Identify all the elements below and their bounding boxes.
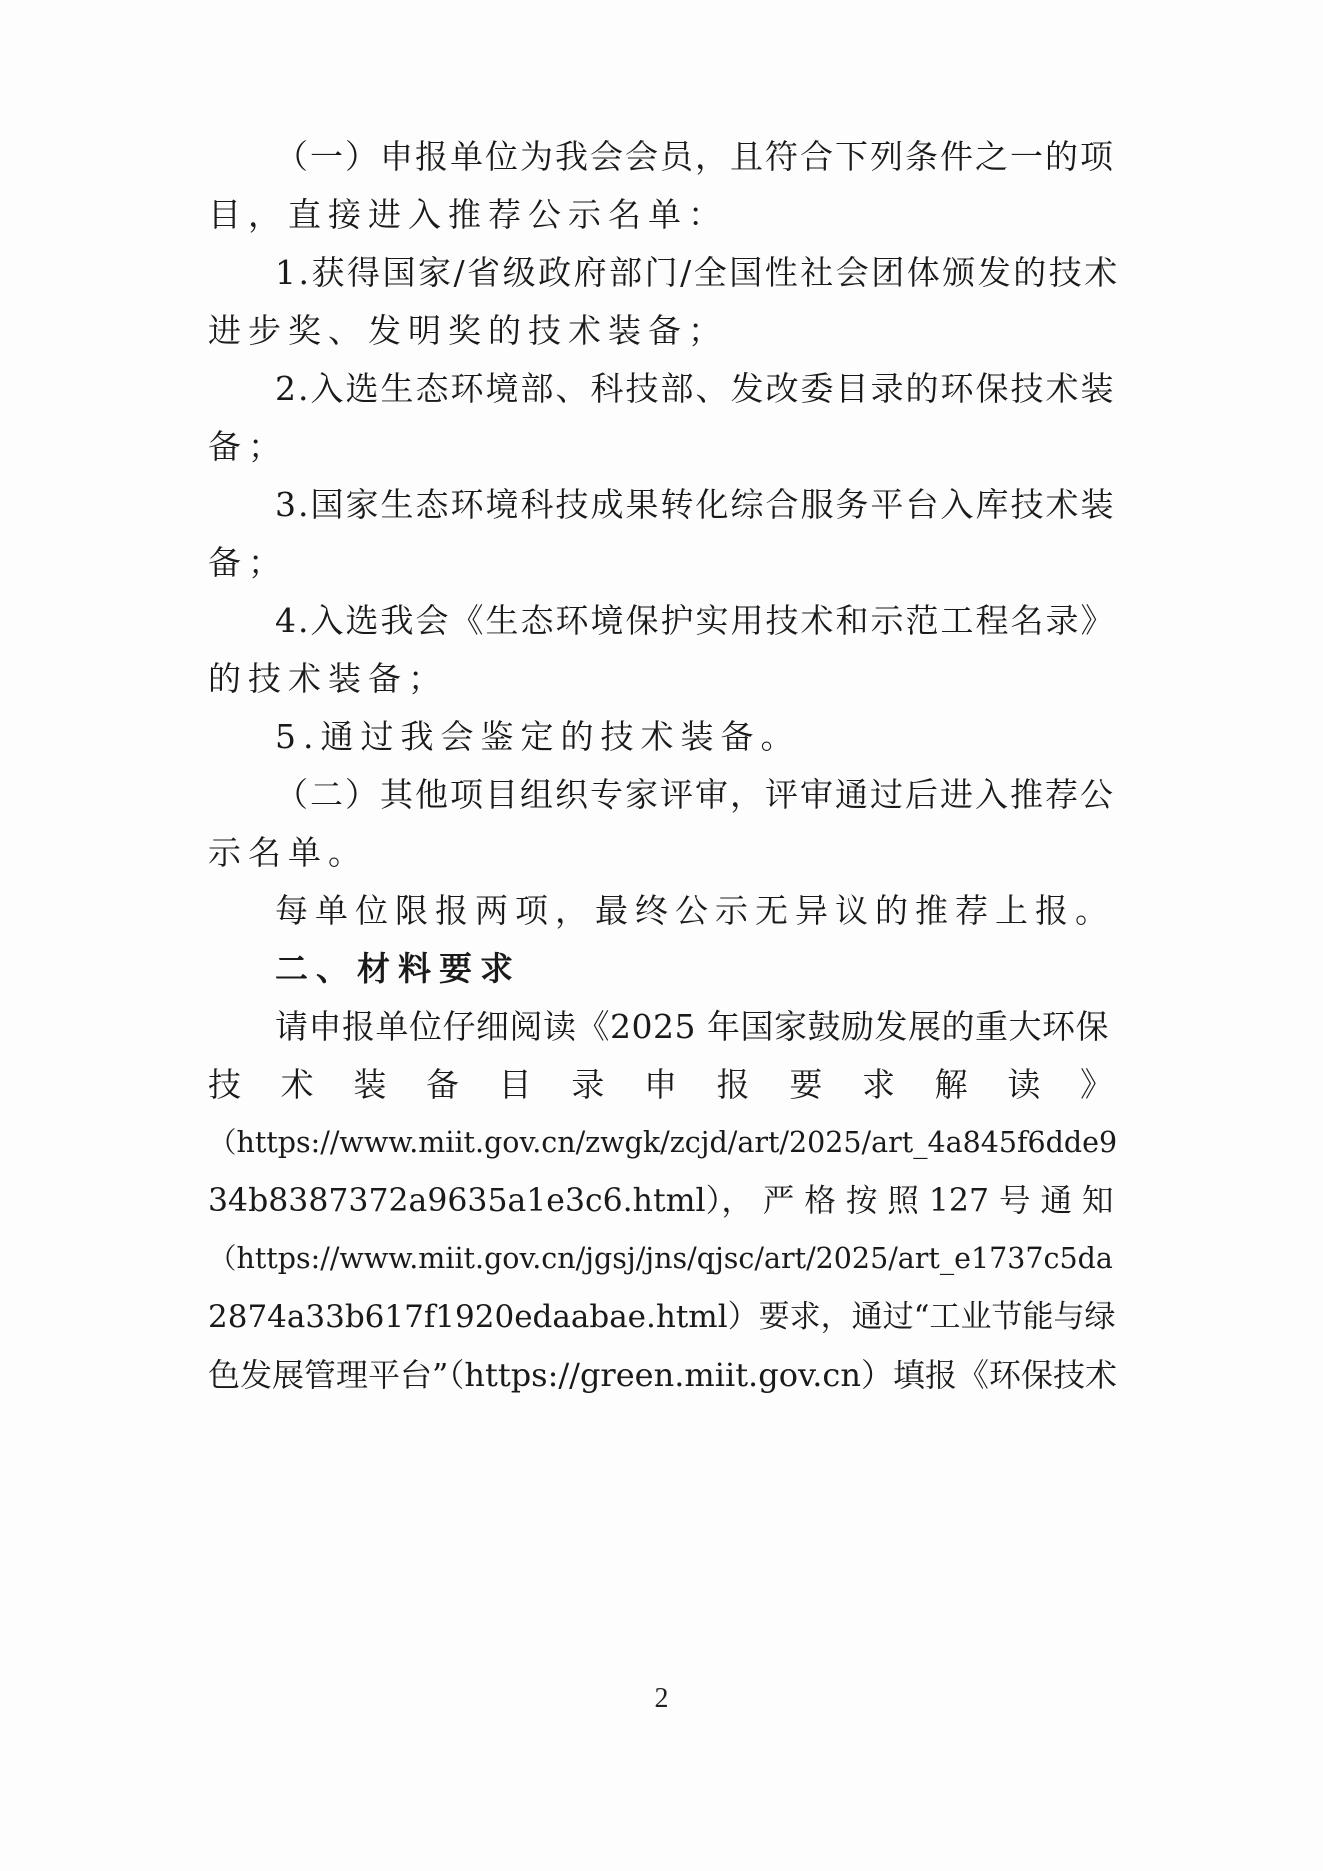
paragraph-line: 进步奖、发明奖的技术装备； [208, 311, 728, 350]
paragraph-line: 示名单。 [208, 833, 368, 872]
list-item-5: 5.通过我会鉴定的技术装备。 [275, 717, 801, 756]
paragraph-line: （二）其他项目组织专家评审，评审通过后进入推荐公 [275, 775, 1115, 814]
url-line: （https://www.miit.gov.cn/zwgk/zcjd/art/2025/art_4a845f6dde9 [208, 1126, 1118, 1159]
section-heading: 二、材料要求 [275, 949, 521, 988]
paragraph-line: 每单位限报两项，最终公示无异议的推荐上报。 [275, 891, 1115, 930]
url-line: 色发展管理平台”（https://green.miit.gov.cn）填报《环保技术 [208, 1356, 1117, 1394]
paragraph-line: 目，直接进入推荐公示名单： [208, 195, 728, 234]
url-line: 2874a33b617f1920edaabae.html）要求，通过“工业节能与绿 [208, 1299, 1116, 1335]
url-line: 34b8387372a9635a1e3c6.html）， 严 格 按 照 127 号 通 知 [208, 1183, 1114, 1219]
list-item-1: 1.获得国家/省级政府部门/全国性社会团体颁发的技术 [275, 253, 1120, 292]
list-item-4: 4.入选我会《生态环境保护实用技术和示范工程名录》 [275, 601, 1116, 640]
paragraph-line: 请申报单位仔细阅读《2025 年国家鼓励发展的重大环保 [275, 1007, 1109, 1046]
paragraph-line: （一）申报单位为我会会员，且符合下列条件之一的项 [275, 137, 1115, 176]
paragraph-line: 技 术 装 备 目 录 申 报 要 求 解 读 》 [208, 1065, 1120, 1104]
paragraph-line: 的技术装备； [208, 659, 448, 698]
url-line: （https://www.miit.gov.cn/jgsj/jns/qjsc/art/2025/art_e1737c5da [208, 1242, 1113, 1275]
paragraph-line: 备； [208, 543, 288, 582]
page-number: 2 [654, 1683, 669, 1714]
paragraph-line: 备； [208, 427, 288, 466]
list-item-2: 2.入选生态环境部、科技部、发改委目录的环保技术装 [275, 369, 1116, 408]
list-item-3: 3.国家生态环境科技成果转化综合服务平台入库技术装 [275, 485, 1116, 524]
